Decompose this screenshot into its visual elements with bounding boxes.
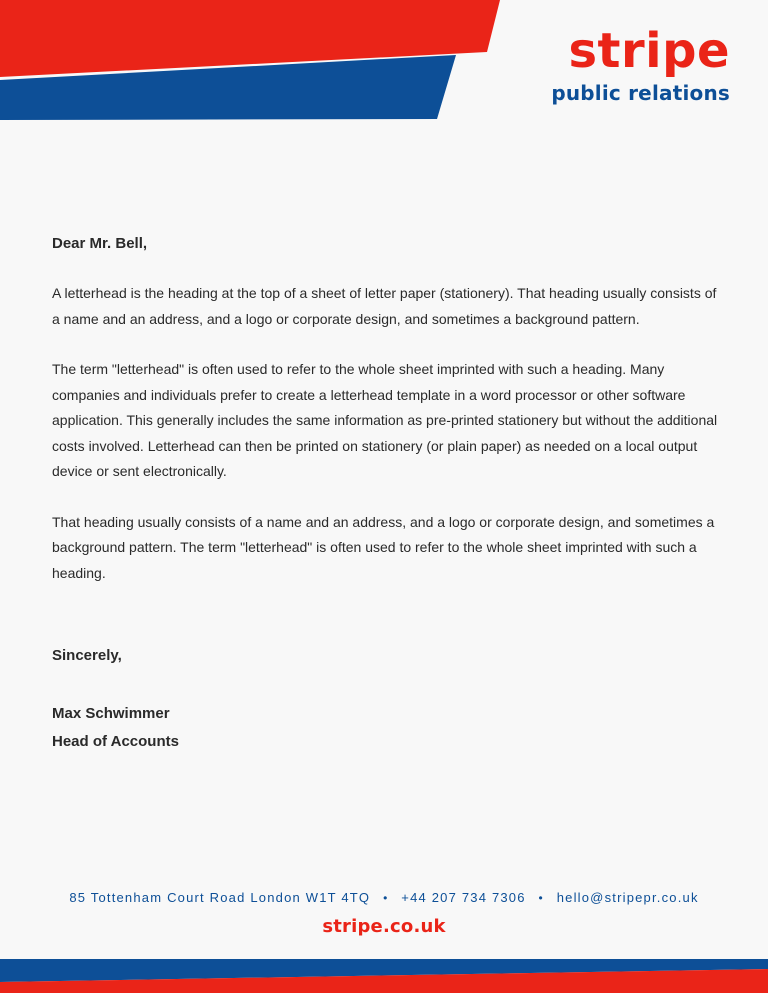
- signer-name: Max Schwimmer: [52, 705, 170, 722]
- footer-separator-1: •: [383, 891, 389, 905]
- footer-separator-2: •: [538, 891, 544, 905]
- footer-email: hello@stripepr.co.uk: [556, 890, 699, 905]
- letter-salutation: Dear Mr. Bell,: [52, 235, 148, 252]
- letter-body: [52, 232, 724, 756]
- brand-name: stripe: [568, 23, 730, 79]
- footer-website: stripe.co.uk: [322, 916, 446, 937]
- brand-tagline: public relations: [551, 81, 730, 105]
- letter-closing: Sincerely,: [52, 647, 122, 664]
- brand-logo: [510, 25, 730, 105]
- footer-phone: +44 207 734 7306: [401, 890, 526, 905]
- footer-contact-line: [0, 890, 768, 905]
- signer-title: Head of Accounts: [52, 733, 179, 750]
- letter-paragraph-3: That heading usually consists of a name and an address, and a logo or corporate design, and sometimes a background pattern. The term "letterhead" is often used to refer to the whole sheet imprinted with such a heading.: [52, 513, 715, 581]
- footer-address: 85 Tottenham Court Road London W1T 4TQ: [69, 890, 371, 905]
- letter-paragraph-1: A letterhead is the heading at the top of a sheet of letter paper (stationery). That heading usually consists of a name and an address, and a logo or corporate design, and sometimes a background pattern.: [52, 285, 717, 327]
- footer-stripes-graphic: [0, 957, 768, 993]
- letter-paragraph-2: The term "letterhead" is often used to refer to the whole sheet imprinted with such a heading. Many companies and individuals prefer to create a letterhead template in a word processor or other software application. This generally includes the same information as pre-printed stationery but without the additional costs involved. Letterhead can then be printed on stationery (or plain paper) as needed on a local output device or sent electronically.: [52, 361, 718, 479]
